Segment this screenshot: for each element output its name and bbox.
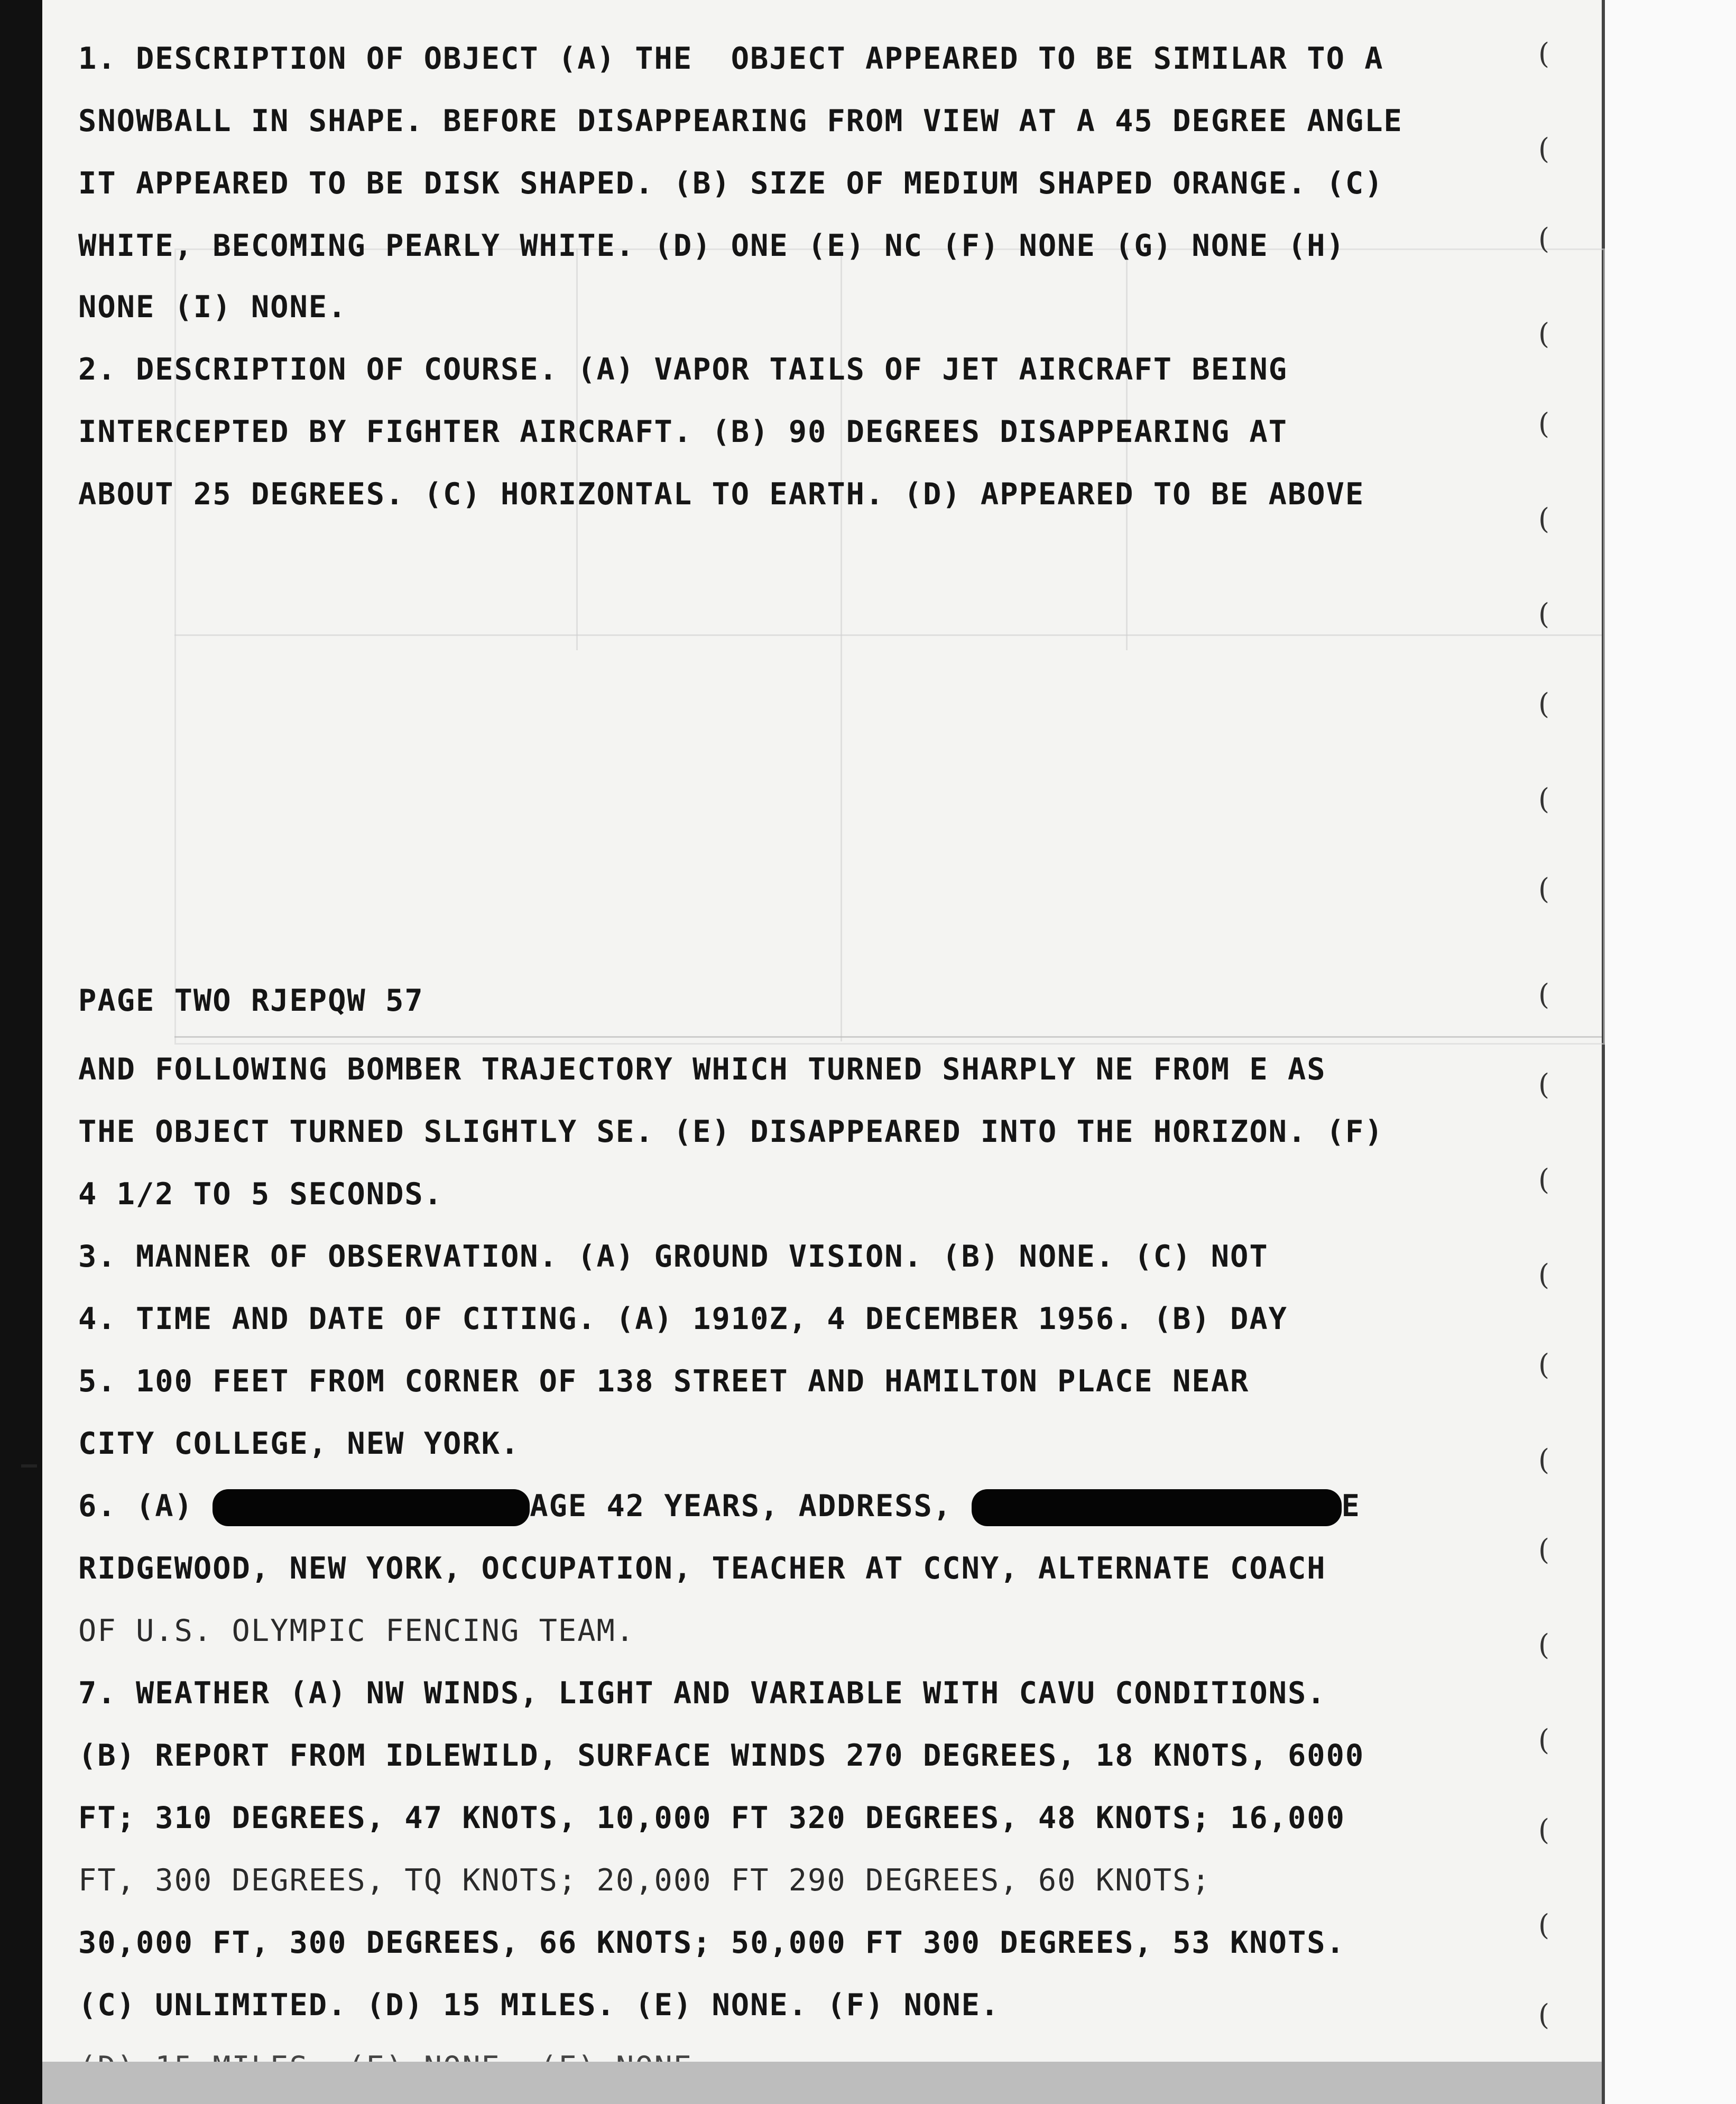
margin-mark: ( — [1538, 1533, 1550, 1566]
margin-mark: ( — [1538, 317, 1550, 350]
margin-mark: ( — [1538, 37, 1550, 70]
margin-mark: ( — [1538, 872, 1550, 906]
page-bottom-shadow — [42, 2062, 1602, 2104]
text-line: WHITE, BECOMING PEARLY WHITE. (D) ONE (E) NC (F) NONE (G) NONE (H) — [78, 228, 1345, 263]
text-line: 4. TIME AND DATE OF CITING. (A) 1910Z, 4 DECEMBER 1956. (B) DAY — [78, 1302, 1288, 1336]
margin-mark: ( — [1538, 222, 1550, 255]
margin-mark: ( — [1538, 978, 1550, 1011]
text-line: 1. DESCRIPTION OF OBJECT (A) THE OBJECT APPEARED TO BE SIMILAR TO A — [78, 41, 1384, 76]
text-line: THE OBJECT TURNED SLIGHTLY SE. (E) DISAPPEARED INTO THE HORIZON. (F) — [78, 1114, 1384, 1149]
text-line: FT, 300 DEGREES, TQ KNOTS; 20,000 FT 290 DEGREES, 60 KNOTS; — [78, 1863, 1211, 1898]
text-line: AND FOLLOWING BOMBER TRAJECTORY WHICH TURNED SHARPLY NE FROM E AS — [78, 1052, 1326, 1087]
line-prefix: 6. (A) — [78, 1489, 213, 1524]
margin-mark: ( — [1538, 687, 1550, 721]
text-line: 30,000 FT, 300 DEGREES, 66 KNOTS; 50,000 FT 300 DEGREES, 53 KNOTS. — [78, 1925, 1345, 1960]
margin-mark: ( — [1538, 1258, 1550, 1291]
text-line: OF U.S. OLYMPIC FENCING TEAM. — [78, 1613, 635, 1648]
text-line: 3. MANNER OF OBSERVATION. (A) GROUND VISION. (B) NONE. (C) NOT — [78, 1239, 1269, 1274]
text-line: SNOWBALL IN SHAPE. BEFORE DISAPPEARING FROM VIEW AT A 45 DEGREE ANGLE — [78, 104, 1403, 139]
text-line: NONE (I) NONE. — [78, 290, 347, 325]
text-line: INTERCEPTED BY FIGHTER AIRCRAFT. (B) 90 DEGREES DISAPPEARING AT — [78, 414, 1288, 449]
margin-mark: ( — [1538, 597, 1550, 631]
page-edge — [1605, 0, 1736, 2104]
margin-mark: ( — [1538, 1348, 1550, 1381]
text-line: 7. WEATHER (A) NW WINDS, LIGHT AND VARIABLE WITH CAVU CONDITIONS. — [78, 1676, 1326, 1711]
margin-mark: ( — [1538, 1068, 1550, 1101]
margin-mark: ( — [1538, 407, 1550, 440]
text-line: RIDGEWOOD, NEW YORK, OCCUPATION, TEACHER AT CCNY, ALTERNATE COACH — [78, 1551, 1326, 1586]
text-line: 5. 100 FEET FROM CORNER OF 138 STREET AND HAMILTON PLACE NEAR — [78, 1364, 1250, 1399]
margin-mark: ( — [1538, 782, 1550, 816]
margin-mark: ( — [1538, 1163, 1550, 1196]
text-line: CITY COLLEGE, NEW YORK. — [78, 1426, 520, 1461]
text-line: IT APPEARED TO BE DISK SHAPED. (B) SIZE OF MEDIUM SHAPED ORANGE. (C) — [78, 166, 1384, 201]
margin-mark — [21, 1464, 37, 1468]
text-line: 4 1/2 TO 5 SECONDS. — [78, 1177, 444, 1212]
line-suffix: E — [1341, 1489, 1361, 1524]
margin-mark: ( — [1538, 1628, 1550, 1662]
text-line: ABOUT 25 DEGREES. (C) HORIZONTAL TO EARTH. (D) APPEARED TO BE ABOVE — [78, 477, 1365, 512]
margin-mark: ( — [1538, 1998, 1550, 2032]
bleed-through-rule — [174, 1036, 1602, 1038]
redaction-bar — [972, 1489, 1342, 1526]
text-line: FT; 310 DEGREES, 47 KNOTS, 10,000 FT 320 DEGREES, 48 KNOTS; 16,000 — [78, 1801, 1345, 1835]
bleed-through-rule — [576, 248, 578, 650]
margin-mark: ( — [1538, 502, 1550, 536]
redaction-bar — [213, 1489, 530, 1526]
margin-mark: ( — [1538, 132, 1550, 165]
margin-mark: ( — [1538, 1443, 1550, 1477]
text-line: (C) UNLIMITED. (D) 15 MILES. (E) NONE. (F) NONE. — [78, 1988, 1000, 2023]
text-line: 2. DESCRIPTION OF COURSE. (A) VAPOR TAILS OF JET AIRCRAFT BEING — [78, 352, 1288, 387]
margin-mark: ( — [1538, 1813, 1550, 1847]
bleed-through-rule — [1126, 248, 1128, 650]
margin-mark: ( — [1538, 1908, 1550, 1942]
margin-mark: ( — [1538, 1723, 1550, 1757]
text-line-redacted — [78, 1489, 1361, 1526]
bleed-through-rule — [174, 634, 1602, 636]
page-header: PAGE TWO RJEPQW 57 — [78, 983, 424, 1018]
line-middle: AGE 42 YEARS, ADDRESS, — [530, 1489, 972, 1524]
text-line: (B) REPORT FROM IDLEWILD, SURFACE WINDS 270 DEGREES, 18 KNOTS, 6000 — [78, 1738, 1365, 1773]
